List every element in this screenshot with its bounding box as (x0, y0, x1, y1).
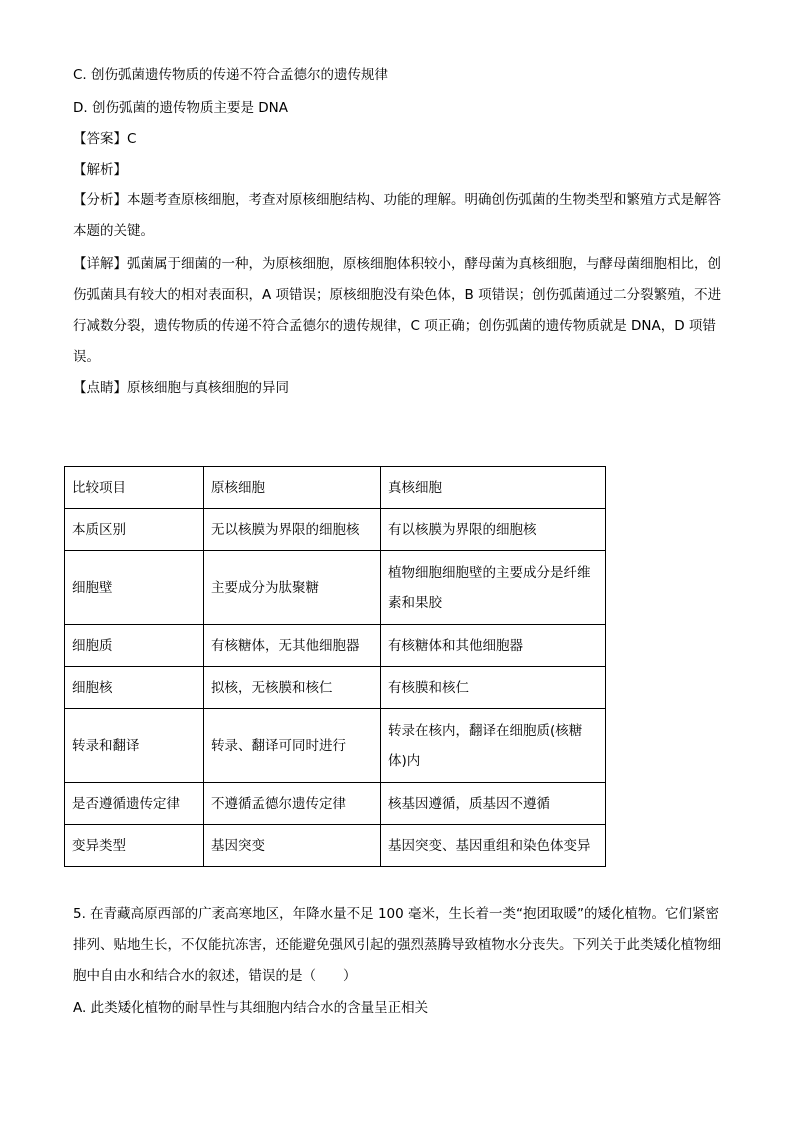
table-row (65, 783, 606, 825)
table-cell: 拟核，无核膜和核仁 (204, 667, 381, 709)
table-cell: 本质区别 (65, 509, 204, 551)
table-cell: 植物细胞细胞壁的主要成分是纤维素和果胶 (381, 551, 606, 625)
analysis-heading: 【解析】 (73, 162, 127, 178)
table-row (65, 509, 606, 551)
analysis-paragraph: 【分析】本题考查原核细胞，考查对原核细胞结构、功能的理解。明确创伤弧菌的生物类型和繁殖方式是解答本题的关键。 (73, 192, 721, 239)
table-row (65, 625, 606, 667)
table-cell: 转录在核内，翻译在细胞质(核糖体)内 (381, 709, 606, 783)
table-row (65, 825, 606, 867)
table-cell: 细胞核 (65, 667, 204, 709)
table-cell: 基因突变、基因重组和染色体变异 (381, 825, 606, 867)
table-cell: 有核膜和核仁 (381, 667, 606, 709)
option-c: C. 创伤弧菌遗传物质的传递不符合孟德尔的遗传规律 (73, 67, 389, 83)
table-header-cell: 比较项目 (65, 467, 204, 509)
table-cell: 基因突变 (204, 825, 381, 867)
table-row (65, 709, 606, 783)
question-5: 5. 在青藏高原西部的广袤高寒地区，年降水量不足 100 毫米，生长着一类“抱团取暖”的矮化植物。它们紧密排列、贴地生长，不仅能抗冻害，还能避免强风引起的强烈蒸腾导致植物水分丧失。下列关于此类矮化植物细胞中自由水和结合水的叙述，错误的是（ ） (73, 906, 721, 984)
answer-label: 【答案】C (73, 131, 137, 147)
table-header-row (65, 467, 606, 509)
option-d: D. 创伤弧菌的遗传物质主要是 DNA (73, 100, 288, 116)
table-cell: 转录和翻译 (65, 709, 204, 783)
table-cell: 不遵循孟德尔遗传定律 (204, 783, 381, 825)
table-cell: 有核糖体，无其他细胞器 (204, 625, 381, 667)
table-row (65, 551, 606, 625)
comparison-table (64, 466, 606, 867)
table-cell: 是否遵循遗传定律 (65, 783, 204, 825)
table-cell: 转录、翻译可同时进行 (204, 709, 381, 783)
question-5-option-a: A. 此类矮化植物的耐旱性与其细胞内结合水的含量呈正相关 (73, 1000, 429, 1016)
table-header-cell: 原核细胞 (204, 467, 381, 509)
table-cell: 有以核膜为界限的细胞核 (381, 509, 606, 551)
tip-label: 【点睛】原核细胞与真核细胞的异同 (73, 380, 289, 396)
table-cell: 有核糖体和其他细胞器 (381, 625, 606, 667)
table-row (65, 667, 606, 709)
table-cell: 无以核膜为界限的细胞核 (204, 509, 381, 551)
table-cell: 核基因遵循，质基因不遵循 (381, 783, 606, 825)
table-cell: 细胞壁 (65, 551, 204, 625)
table-cell: 细胞质 (65, 625, 204, 667)
detail-paragraph: 【详解】弧菌属于细菌的一种，为原核细胞，原核细胞体积较小，酵母菌为真核细胞，与酵母菌细胞相比，创伤弧菌具有较大的相对表面积，A 项错误；原核细胞没有染色体，B 项错误；创伤弧菌通过二分裂繁殖，不进行减数分裂，遗传物质的传递不符合孟德尔的遗传规律，C 项正确；创伤弧菌的遗传物质就是 DNA，D 项错误。 (73, 256, 722, 365)
table-cell: 主要成分为肽聚糖 (204, 551, 381, 625)
table-cell: 变异类型 (65, 825, 204, 867)
table-header-cell: 真核细胞 (381, 467, 606, 509)
